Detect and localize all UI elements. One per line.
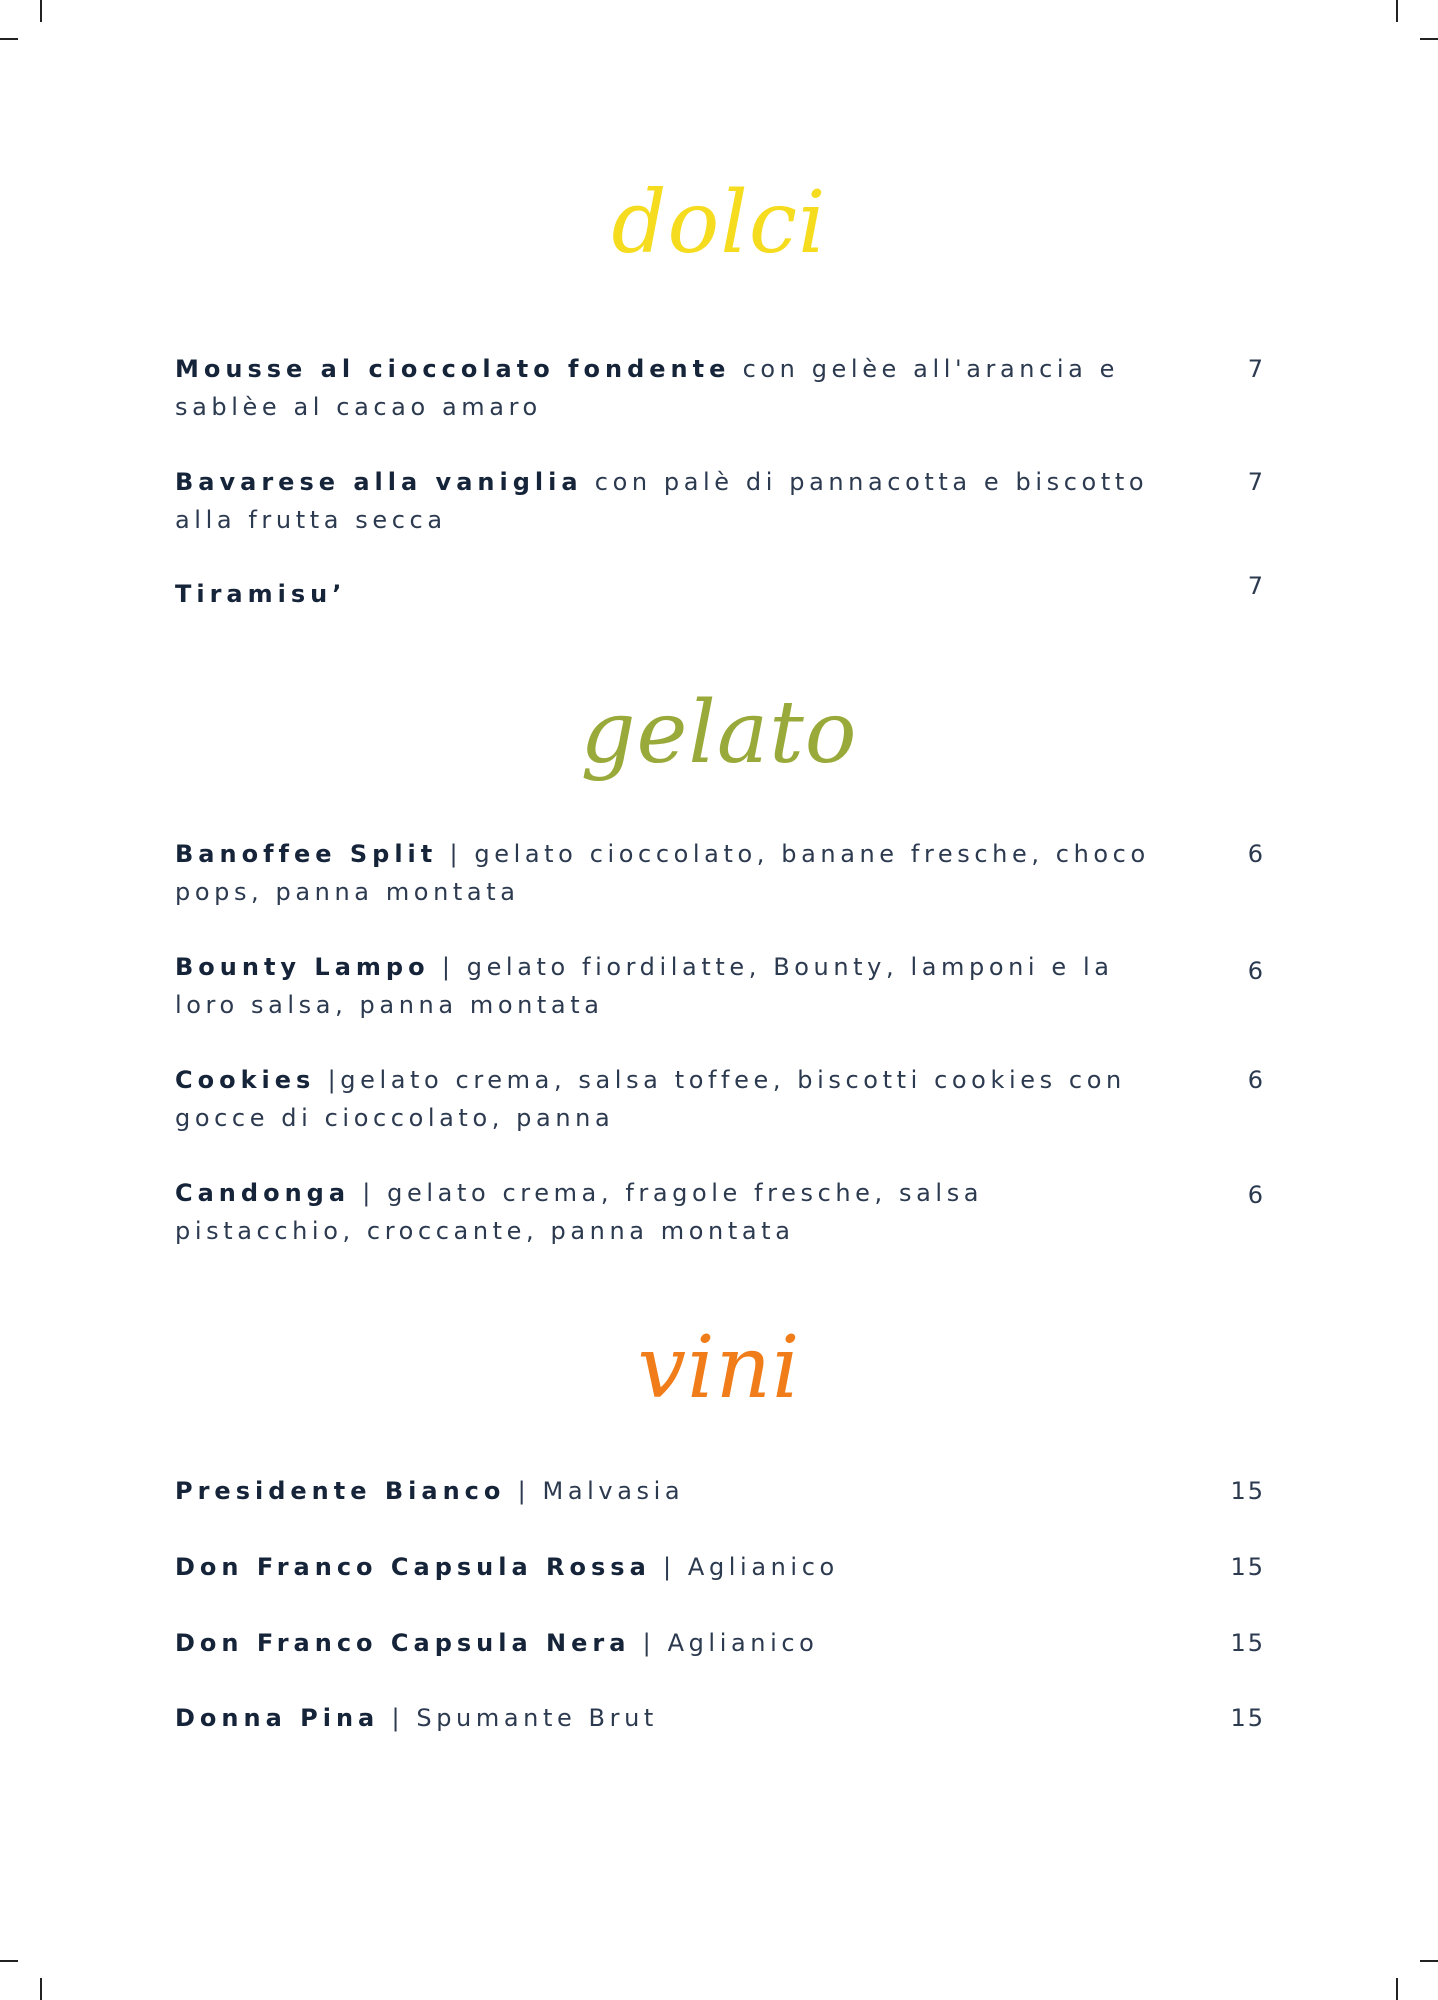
crop-mark-bottom-right-vertical: [1396, 1978, 1398, 2000]
menu-item: [175, 1548, 1265, 1586]
item-description: con gelèe all'arancia e sablèe al cacao amaro: [175, 355, 1120, 421]
crop-mark-bottom-left-vertical: [40, 1978, 42, 2000]
menu-item: [175, 835, 1265, 911]
menu-item: [175, 1472, 1265, 1510]
menu-item: [175, 350, 1265, 426]
item-description: | gelato fiordilatte, Bounty, lamponi e la loro salsa, panna montata: [175, 953, 1114, 1019]
crop-mark-top-left-vertical: [40, 0, 42, 22]
crop-mark-top-right-vertical: [1396, 0, 1398, 22]
item-name: Donna Pina: [175, 1704, 380, 1732]
section-title-vini: vini: [637, 1318, 801, 1418]
item-description: | gelato cioccolato, banane fresche, choco pops, panna montata: [175, 840, 1150, 906]
item-price: 6: [1247, 957, 1265, 985]
item-price: 15: [1230, 1629, 1265, 1657]
item-name: Banoffee Split: [175, 840, 438, 868]
item-name: Cookies: [175, 1066, 316, 1094]
item-price: 6: [1247, 1181, 1265, 1209]
item-description: | Spumante Brut: [379, 1704, 658, 1732]
item-price: 7: [1247, 572, 1265, 600]
item-description: | Aglianico: [630, 1629, 819, 1657]
item-price: 6: [1247, 1066, 1265, 1094]
item-price: 15: [1230, 1477, 1265, 1505]
item-description: | Aglianico: [650, 1553, 839, 1581]
item-name: Candonga: [175, 1179, 351, 1207]
item-price: 7: [1247, 355, 1265, 383]
section-title-gelato: gelato: [580, 683, 858, 783]
item-name: Mousse al cioccolato fondente: [175, 355, 731, 383]
crop-mark-bottom-left-horizontal: [0, 1960, 18, 1962]
section-title-dolci: dolci: [611, 173, 827, 273]
menu-item: [175, 1174, 1265, 1250]
item-name: Tiramisu’: [175, 580, 347, 608]
item-price: 15: [1230, 1553, 1265, 1581]
crop-mark-top-right-horizontal: [1420, 38, 1438, 40]
item-name: Don Franco Capsula Rossa: [175, 1553, 651, 1581]
item-description: con palè di pannacotta e biscotto alla frutta secca: [175, 468, 1149, 534]
item-name: Presidente Bianco: [175, 1477, 506, 1505]
item-price: 6: [1247, 840, 1265, 868]
menu-item: [175, 1061, 1265, 1137]
menu-item: [175, 948, 1265, 1024]
menu-item: [175, 572, 1265, 613]
item-description: |gelato crema, salsa toffee, biscotti cookies con gocce di cioccolato, panna: [175, 1066, 1126, 1132]
crop-mark-bottom-right-horizontal: [1420, 1960, 1438, 1962]
item-price: 7: [1247, 468, 1265, 496]
menu-item: [175, 1699, 1265, 1737]
item-name: Bavarese alla vaniglia: [175, 468, 583, 496]
crop-mark-top-left-horizontal: [0, 38, 18, 40]
menu-item: [175, 463, 1265, 539]
item-description: | Malvasia: [505, 1477, 685, 1505]
item-name: Don Franco Capsula Nera: [175, 1629, 631, 1657]
item-description: | gelato crema, fragole fresche, salsa pistacchio, croccante, panna montata: [175, 1179, 984, 1245]
item-price: 15: [1230, 1704, 1265, 1732]
item-name: Bounty Lampo: [175, 953, 430, 981]
menu-item: [175, 1624, 1265, 1662]
